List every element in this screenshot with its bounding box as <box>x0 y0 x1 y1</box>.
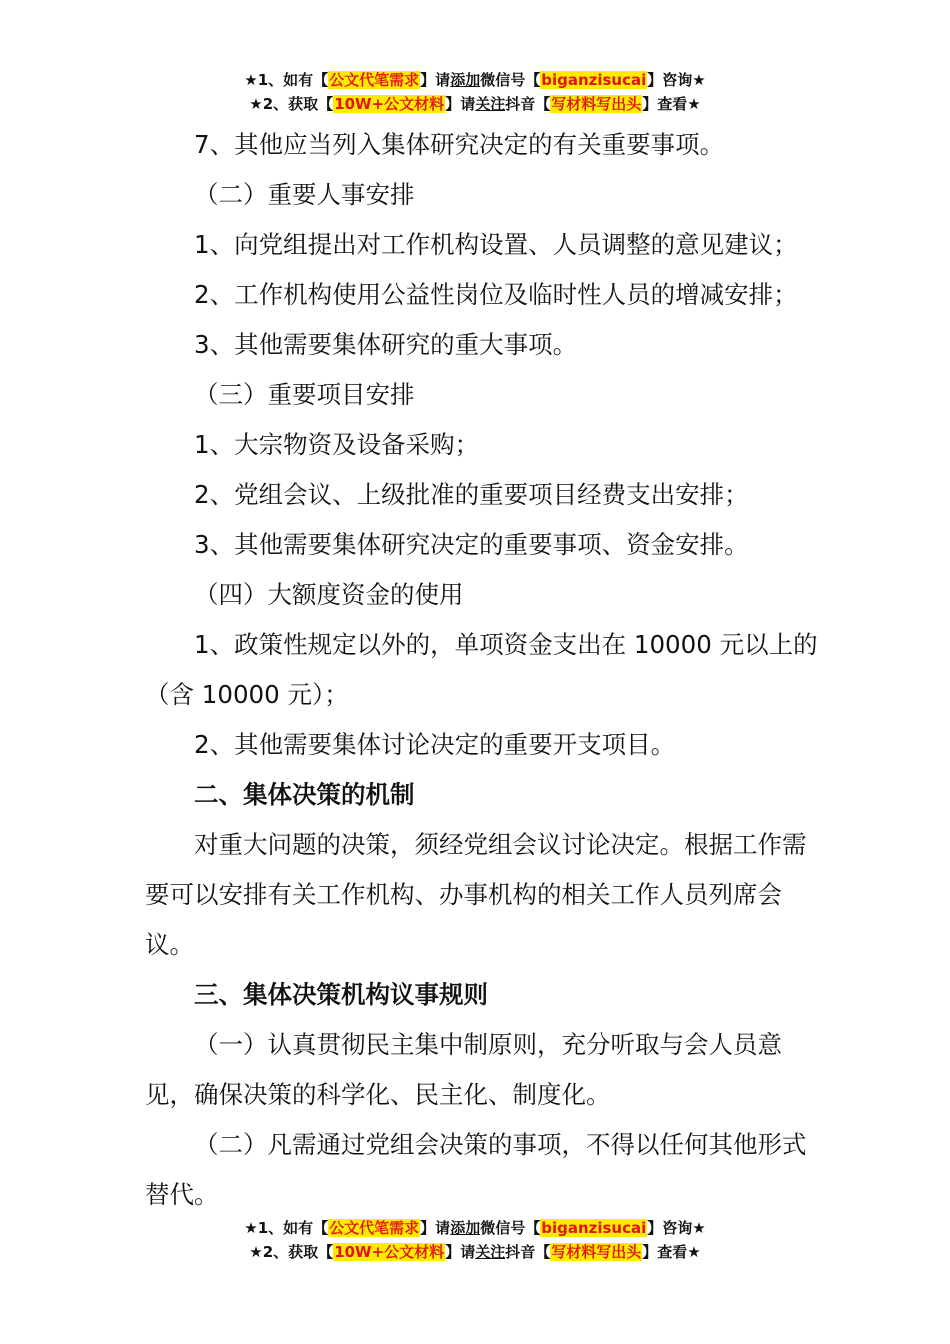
banner-text: ★2、获取【 <box>249 95 334 113</box>
paragraph: 1、大宗物资及设备采购； <box>194 430 480 459</box>
banner-highlight: 公文代笔需求 <box>329 71 420 89</box>
paragraph: 1、政策性规定以外的，单项资金支出在 10000 元以上的（含 10000 元）； <box>145 630 818 709</box>
banner-text: ★2、获取【 <box>249 1243 334 1261</box>
banner-line-1 <box>0 68 950 92</box>
banner-text: 微信号【 <box>480 1219 541 1237</box>
banner-text: 】查看★ <box>642 95 701 113</box>
banner-highlight: biganzisucai <box>541 1219 647 1237</box>
banner-text: 】请 <box>420 1219 451 1237</box>
banner-text: ★1、如有【 <box>244 71 329 89</box>
paragraph: 3、其他需要集体研究决定的重要事项、资金安排。 <box>194 530 749 559</box>
section-heading: 三、集体决策机构议事规则 <box>194 980 488 1009</box>
banner-text: 】请 <box>445 1243 476 1261</box>
banner-highlight: 10W+公文材料 <box>334 95 445 113</box>
banner-highlight: 写材料写出头 <box>551 1243 642 1261</box>
banner-line-2 <box>0 1240 950 1264</box>
banner-text: 抖音【 <box>505 1243 551 1261</box>
banner-highlight: 公文代笔需求 <box>329 1219 420 1237</box>
banner-text: 】查看★ <box>642 1243 701 1261</box>
banner-underlined: 添加 <box>450 71 481 89</box>
paragraph: 2、工作机构使用公益性岗位及临时性人员的增减安排； <box>194 280 798 309</box>
banner-line-1 <box>0 1216 950 1240</box>
banner-underlined: 关注 <box>475 95 506 113</box>
banner-text: 】请 <box>420 71 451 89</box>
banner-line-2 <box>0 92 950 116</box>
banner-text: 】咨询★ <box>647 71 706 89</box>
banner-highlight: 写材料写出头 <box>551 95 642 113</box>
paragraph: （二）凡需通过党组会决策的事项，不得以任何其他形式替代。 <box>145 1130 807 1209</box>
paragraph: 对重大问题的决策，须经党组会议讨论决定。根据工作需要可以安排有关工作机构、办事机构的相关工作人员列席会议。 <box>145 830 807 959</box>
banner-text: 微信号【 <box>480 71 541 89</box>
paragraph: 2、其他需要集体讨论决定的重要开支项目。 <box>194 730 676 759</box>
document-body <box>145 120 825 1220</box>
banner-text: 】咨询★ <box>647 1219 706 1237</box>
section-subheading: （三）重要项目安排 <box>194 380 415 409</box>
header-banner <box>0 68 950 116</box>
paragraph: 3、其他需要集体研究的重大事项。 <box>194 330 578 359</box>
banner-highlight: biganzisucai <box>541 71 647 89</box>
banner-highlight: 10W+公文材料 <box>334 1243 445 1261</box>
banner-text: ★1、如有【 <box>244 1219 329 1237</box>
banner-text: 抖音【 <box>505 95 551 113</box>
paragraph: 1、向党组提出对工作机构设置、人员调整的意见建议； <box>194 230 798 259</box>
section-subheading: （四）大额度资金的使用 <box>194 580 464 609</box>
footer-banner <box>0 1216 950 1264</box>
paragraph: （一）认真贯彻民主集中制原则，充分听取与会人员意见，确保决策的科学化、民主化、制度化。 <box>145 1030 782 1109</box>
section-subheading: （二）重要人事安排 <box>194 180 415 209</box>
paragraph: 7、其他应当列入集体研究决定的有关重要事项。 <box>194 130 725 159</box>
banner-underlined: 关注 <box>475 1243 506 1261</box>
section-heading: 二、集体决策的机制 <box>194 780 415 809</box>
paragraph: 2、党组会议、上级批准的重要项目经费支出安排； <box>194 480 749 509</box>
banner-text: 】请 <box>445 95 476 113</box>
banner-underlined: 添加 <box>450 1219 481 1237</box>
